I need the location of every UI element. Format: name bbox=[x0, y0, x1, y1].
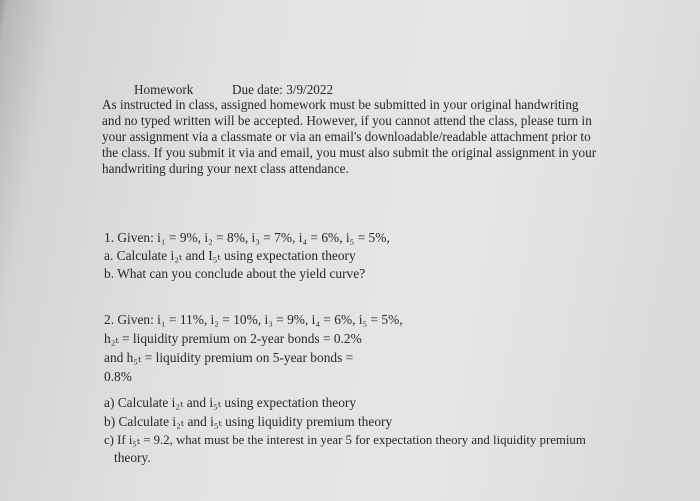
q2-h5-value: 0.8% bbox=[104, 369, 132, 384]
due-date: Due date: 3/9/2022 bbox=[232, 82, 334, 97]
homework-title: Homework bbox=[134, 82, 194, 97]
q1-part-a: a. Calculate i₂ₜ and I₅ₜ using expectation theory bbox=[104, 248, 356, 263]
q2-h5-premium: and h₅ₜ = liquidity premium on 5-year bonds = bbox=[104, 350, 354, 365]
q2-part-a: a) Calculate i₂ₜ and i₅ₜ using expectation theory bbox=[104, 395, 357, 410]
q2-part-c-continued: theory. bbox=[114, 450, 151, 465]
q1-part-b: b. What can you conclude about the yield curve? bbox=[104, 266, 366, 281]
q2-part-b: b) Calculate i₂ₜ and i₅ₜ using liquidity premium theory bbox=[104, 414, 393, 429]
instructions-line: handwriting during your next class attendance. bbox=[102, 161, 349, 176]
q1-given: 1. Given: i₁ = 9%, i₂ = 8%, i₃ = 7%, i₄ = 6%, i₅ = 5%, bbox=[104, 230, 390, 245]
q2-part-c: c) If i₅ₜ = 9.2, what must be the interest in year 5 for expectation theory and liquidity premium bbox=[104, 433, 586, 447]
instructions-line: As instructed in class, assigned homework must be submitted in your original handwriting bbox=[102, 97, 579, 112]
instructions-line: and no typed written will be accepted. However, if you cannot attend the class, please turn in bbox=[102, 113, 592, 128]
q2-given: 2. Given: i₁ = 11%, i₂ = 10%, i₃ = 9%, i₄ = 6%, i₅ = 5%, bbox=[104, 312, 403, 327]
instructions-line: the class. If you submit it via and email, you must also submit the original assignment in your bbox=[102, 145, 597, 160]
q2-h2-premium: h₂ₜ = liquidity premium on 2-year bonds = 0.2% bbox=[104, 331, 362, 346]
instructions-line: your assignment via a classmate or via an email's downloadable/readable attachment prior to bbox=[102, 129, 591, 144]
